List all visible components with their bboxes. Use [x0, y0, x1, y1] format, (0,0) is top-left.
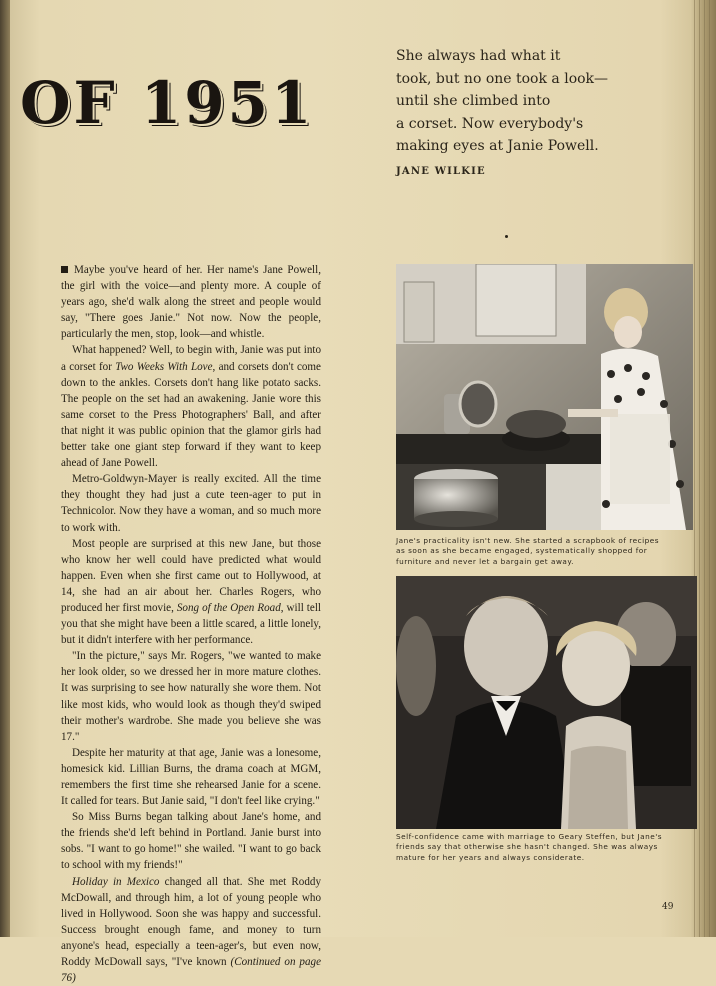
ornament-dot	[505, 235, 508, 238]
deck-line: until she climbed into	[396, 93, 551, 109]
page-number: 49	[662, 902, 674, 912]
author-byline: JANE WILKIE	[396, 166, 486, 177]
square-bullet-icon	[61, 266, 68, 273]
photo-caption: Jane's practicality isn't new. She started a scrapbook of recipes as soon as she became engaged, systematically shopped for furniture and never let a bargain get away.	[396, 536, 660, 566]
paragraph: "In the picture," says Mr. Rogers, "we wanted to make her look older, so we dressed her in more mature clothes. It was surprising to see how naturally she wore them. Not like most kids, who would look as though they'd swiped their mother's wardrobe. She made you believe she was 17."	[61, 650, 321, 743]
photo-caption: Self-confidence came with marriage to Geary Steffen, but Jane's friends say that otherwise she hasn't changed. She was always mature for her years and always considerate.	[396, 832, 663, 862]
paragraph: Holiday in Mexico changed all that. She met Roddy McDowall, and through him, a lot of young people who lived in Hollywood. Soon she was happy and successful. Success brought enough fame, and money to turn anyone's head, especially a teen-ager's, but even now, Roddy McDowall says, "I've known (Continued on page 76)	[61, 875, 321, 985]
paragraph: Despite her maturity at that age, Janie was a lonesome, homesick kid. Lillian Burns, the drama coach at MGM, remembers the first time she rehearsed Janie for a scene. It called for tears. But Janie said, "I don't feel like crying."	[61, 746, 321, 808]
paragraph: So Miss Burns began talking about Jane's home, and the friends she'd left behind in Portland. Janie burst into sobs. "I want to go home!" she wailed. "I want to go back to school with my friends!"	[61, 811, 321, 872]
paragraph: Most people are surprised at this new Jane, but those who know her well could have predicted what would happen. Even when she first came out to Hollywood, at 14, she had an air about her. Charles Rogers, who produced her first movie, Song of the Open Road, will tell you that she might have been a little scared, a little lonely, but it didn't interfere with her performance.	[61, 537, 321, 647]
couple-photo-illustration	[396, 576, 697, 829]
paragraph: Metro-Goldwyn-Mayer is really excited. All the time they thought they had just a cute teen-ager to put in Technicolor. Now they have a woman, and so much more to work with.	[61, 473, 321, 534]
paragraph: Maybe you've heard of her. Her name's Jane Powell, the girl with the voice—and plenty more. A couple of years ago, she'd walk along the street and people would say, "There goes Janie." Not now. Now the people, particularly the men, stop, look—and whistle.	[61, 264, 321, 341]
deck-line: She always had what it	[396, 48, 561, 64]
kitchen-photo-illustration	[396, 264, 693, 530]
deck	[396, 45, 646, 158]
headline: OF 1951	[20, 69, 315, 137]
deck-line: a corset. Now everybody's	[396, 115, 584, 132]
deck-line: making eyes at Janie Powell.	[396, 138, 599, 154]
deck-line: took, but no one took a look—	[396, 70, 609, 87]
page-binding	[0, 0, 10, 937]
couple-photo	[396, 576, 697, 829]
kitchen-photo	[396, 264, 693, 530]
article-body	[61, 262, 321, 986]
paragraph: What happened? Well, to begin with, Janie was put into a corset for Two Weeks With Love, and corsets don't come down to the ankles. Corsets don't hang like potato sacks. The people on the set had an awakening. Janie wore this same corset to the Press Photographers' Ball, and after that night it was public opinion that the glamor girls had better take one giant step forward if they want to keep ahead of Jane Powell.	[61, 344, 321, 470]
